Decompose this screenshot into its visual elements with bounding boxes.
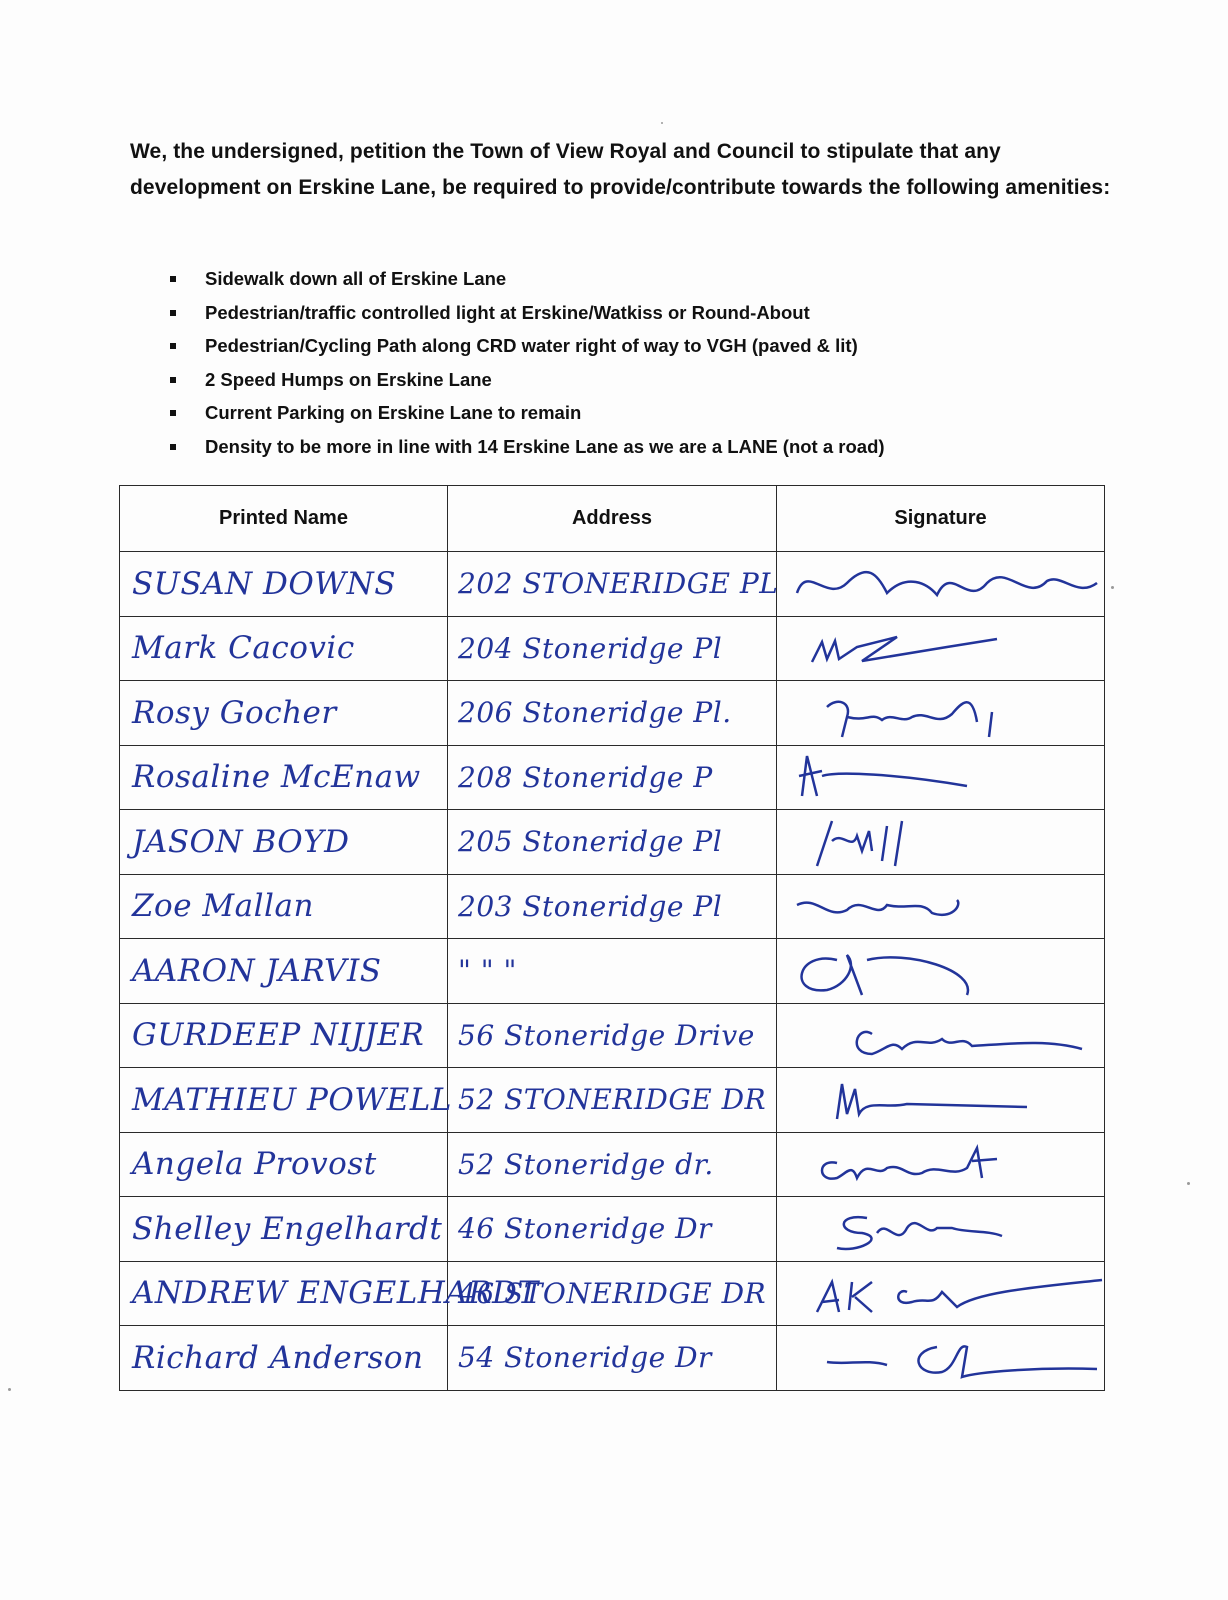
signature-cell xyxy=(777,552,1105,617)
address-cell xyxy=(448,552,777,617)
address: 202 STONERIDGE PL xyxy=(458,567,779,601)
signature-mark xyxy=(777,875,1103,937)
address-cell xyxy=(448,745,777,810)
address-cell xyxy=(448,1132,777,1197)
table-row xyxy=(120,1326,1105,1391)
signature-mark xyxy=(777,1069,1103,1131)
name-cell xyxy=(120,1326,448,1391)
bullet-icon xyxy=(170,343,176,349)
signature-mark xyxy=(777,746,1103,808)
signature-cell xyxy=(777,745,1105,810)
signature-mark xyxy=(777,682,1103,744)
address: 52 Stoneridge dr. xyxy=(458,1147,714,1181)
printed-name: JASON BOYD xyxy=(132,823,350,860)
amenity-item xyxy=(170,430,885,464)
bullet-icon xyxy=(170,276,176,282)
signature-mark xyxy=(777,811,1103,873)
address: 54 Stoneridge Dr xyxy=(458,1341,712,1375)
address-cell xyxy=(448,1326,777,1391)
address: 46 STONERIDGE DR xyxy=(458,1276,767,1310)
header-signature: Signature xyxy=(777,486,1105,552)
address-cell xyxy=(448,939,777,1004)
signature-cell xyxy=(777,1326,1105,1391)
address: 208 Stoneridge P xyxy=(458,760,713,794)
name-cell xyxy=(120,745,448,810)
printed-name: Angela Provost xyxy=(132,1146,377,1183)
name-cell xyxy=(120,1068,452,1133)
printed-name: Rosaline McEnaw xyxy=(132,759,421,796)
header-address: Address xyxy=(448,486,777,552)
name-cell xyxy=(120,552,448,617)
printed-name: ANDREW ENGELHARDT xyxy=(132,1275,539,1312)
signature-cell xyxy=(777,810,1105,875)
table-row xyxy=(120,616,1105,681)
header-printed-name: Printed Name xyxy=(120,486,448,552)
address-cell xyxy=(448,1261,777,1326)
address: 52 STONERIDGE DR xyxy=(458,1083,767,1117)
signature-cell xyxy=(777,1132,1105,1197)
name-cell xyxy=(120,1261,539,1326)
signature-cell xyxy=(777,681,1105,746)
address: 204 Stoneridge Pl xyxy=(458,631,723,665)
address: 56 Stoneridge Drive xyxy=(458,1018,755,1052)
signature-cell xyxy=(777,1068,1105,1133)
name-cell xyxy=(120,681,448,746)
scan-speck xyxy=(1111,586,1114,589)
address-cell xyxy=(448,616,777,681)
signature-cell xyxy=(777,616,1105,681)
address-cell xyxy=(448,810,777,875)
address: 203 Stoneridge Pl xyxy=(458,889,723,923)
amenity-text: Sidewalk down all of Erskine Lane xyxy=(205,268,507,289)
bullet-icon xyxy=(170,310,176,316)
printed-name: Richard Anderson xyxy=(132,1339,424,1376)
signature-cell xyxy=(777,1003,1105,1068)
table-row xyxy=(120,1068,1105,1133)
printed-name: Mark Cacovic xyxy=(132,630,355,667)
printed-name: Rosy Gocher xyxy=(132,694,337,731)
amenities-list xyxy=(170,262,885,464)
petition-intro: We, the undersigned, petition the Town of View Royal and Council to stipulate that any development on Erskine Lane, be required to provide/contribute towards the following amenities: xyxy=(130,140,1111,199)
address: 46 Stoneridge Dr xyxy=(458,1212,712,1246)
signature-cell xyxy=(777,874,1105,939)
name-cell xyxy=(120,810,448,875)
address: 205 Stoneridge Pl xyxy=(458,825,723,859)
signature-table xyxy=(119,485,1105,1391)
printed-name: Shelley Engelhardt xyxy=(132,1210,443,1247)
signature-mark xyxy=(777,1198,1103,1260)
table-row xyxy=(120,939,1105,1004)
scan-speck xyxy=(8,1388,11,1391)
amenity-item xyxy=(170,296,885,330)
table-row xyxy=(120,1261,1105,1326)
amenity-text: 2 Speed Humps on Erskine Lane xyxy=(205,368,492,390)
signature-mark xyxy=(777,1327,1103,1389)
signature-cell xyxy=(777,939,1105,1004)
address-cell xyxy=(448,1197,777,1262)
name-cell xyxy=(120,1132,448,1197)
table-row xyxy=(120,810,1105,875)
amenity-item xyxy=(170,329,885,363)
table-row xyxy=(120,681,1105,746)
scan-speck xyxy=(661,122,663,124)
signature-mark xyxy=(777,617,1103,679)
table-row xyxy=(120,552,1105,617)
amenity-text: Density to be more in line with 14 Erskine Lane as we are a LANE (not a road) xyxy=(205,435,885,457)
bullet-icon xyxy=(170,377,176,383)
amenity-item xyxy=(170,363,885,397)
address-cell xyxy=(448,874,777,939)
signature-cell xyxy=(777,1197,1105,1262)
signature-mark xyxy=(777,1133,1103,1195)
table-row xyxy=(120,745,1105,810)
name-cell xyxy=(120,616,448,681)
signature-mark xyxy=(777,940,1103,1002)
printed-name: MATHIEU POWELL xyxy=(132,1081,452,1118)
signature-mark xyxy=(777,1004,1103,1066)
bullet-icon xyxy=(170,444,176,450)
amenity-text: Pedestrian/Cycling Path along CRD water right of way to VGH (paved & lit) xyxy=(205,335,858,357)
table-row xyxy=(120,1003,1105,1068)
address: " " " xyxy=(458,954,517,988)
address-cell xyxy=(448,681,777,746)
printed-name: AARON JARVIS xyxy=(132,952,382,989)
name-cell xyxy=(120,1003,448,1068)
amenity-text: Current Parking on Erskine Lane to remain xyxy=(205,402,582,424)
scan-speck xyxy=(1187,1182,1190,1185)
name-cell xyxy=(120,939,448,1004)
amenity-item xyxy=(170,262,885,296)
address-cell xyxy=(448,1068,777,1133)
printed-name: GURDEEP NIJJER xyxy=(132,1017,425,1054)
name-cell xyxy=(120,874,448,939)
table-row xyxy=(120,1132,1105,1197)
signature-mark xyxy=(777,553,1103,615)
signature-cell xyxy=(777,1261,1105,1326)
amenity-text: Pedestrian/traffic controlled light at Erskine/Watkiss or Round-About xyxy=(205,301,810,323)
printed-name: Zoe Mallan xyxy=(132,888,314,925)
printed-name: SUSAN DOWNS xyxy=(132,565,396,602)
table-row xyxy=(120,1197,1105,1262)
signature-mark xyxy=(777,1262,1103,1324)
name-cell xyxy=(120,1197,448,1262)
amenity-item xyxy=(170,396,885,430)
address: 206 Stoneridge Pl. xyxy=(458,696,732,730)
table-header-row xyxy=(120,486,1105,552)
address-cell xyxy=(448,1003,777,1068)
table-row xyxy=(120,874,1105,939)
bullet-icon xyxy=(170,410,176,416)
